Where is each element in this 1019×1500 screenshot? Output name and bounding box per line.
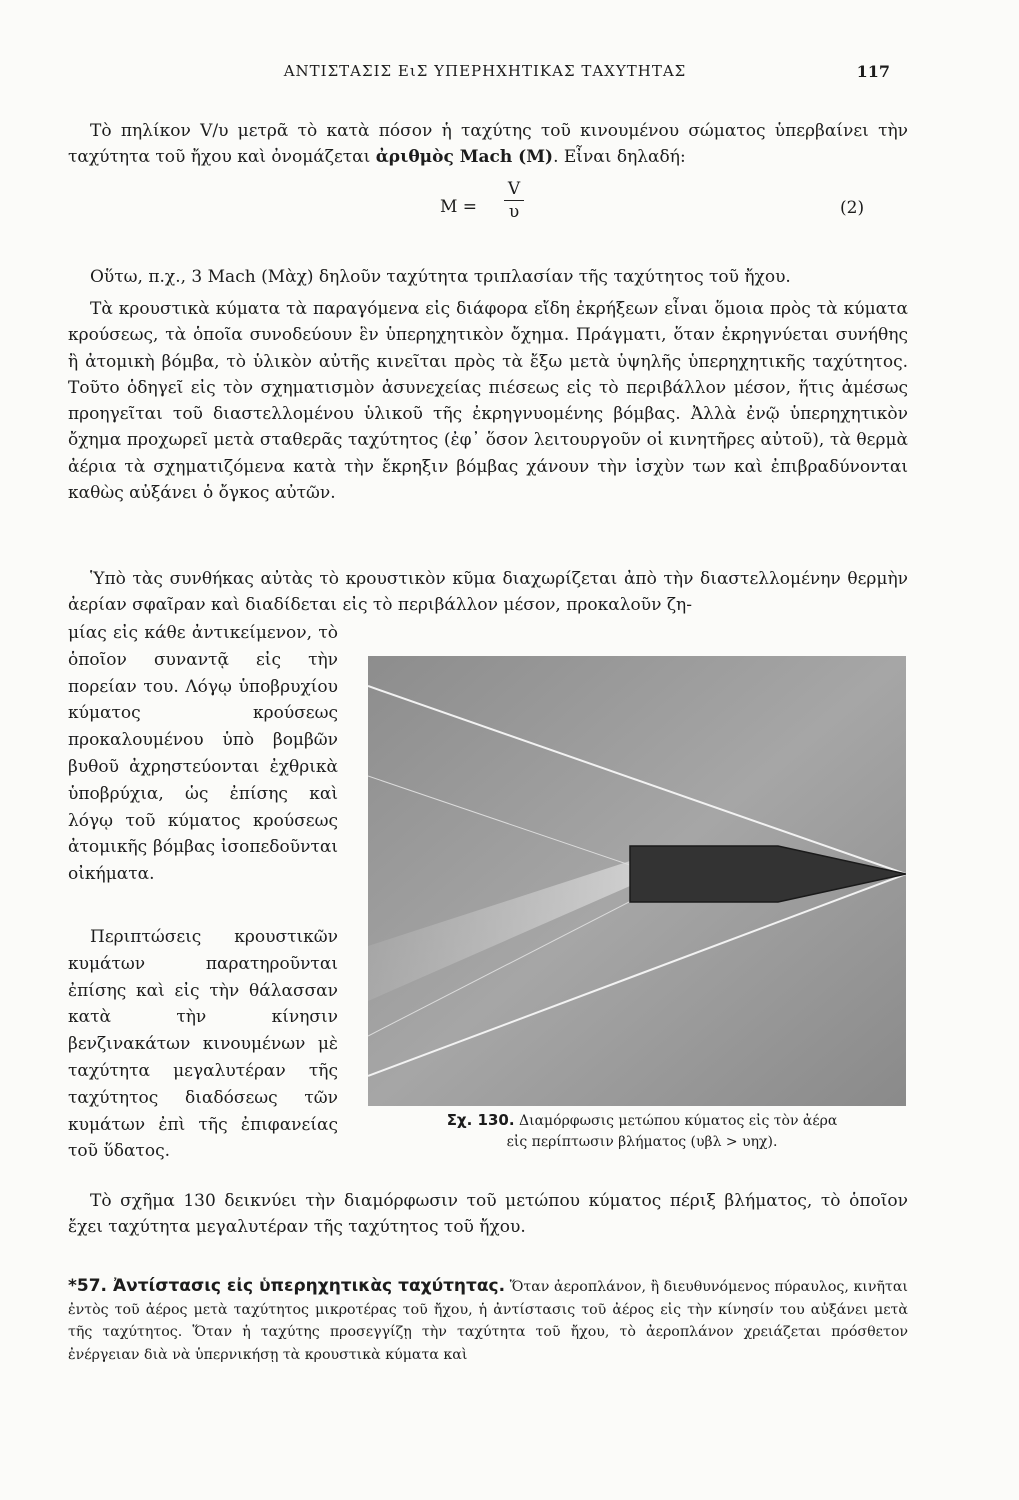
formula-numerator: V <box>507 179 521 199</box>
figure-reference-paragraph: Τὸ σχῆμα 130 δεικνύει τὴν διαμόρφωσιν τοῦ μετώπου κύματος πέριξ βλήματος, τὸ ὁποῖον ἔχει ταχύτητα μεγαλυτέραν τῆς ταχύτητος τοῦ ἤχου. <box>68 1191 908 1238</box>
under-conditions-paragraph: Ὑπὸ τὰς συνθήκας αὐτὰς τὸ κρουστικὸν κῦμα διαχωρίζεται ἀπὸ τὴν διαστελλομένην θερμὴν ἀερίαν σφαῖραν καὶ διαδίδεται εἰς τὸ περιβάλλον μέσον, προκαλοῦν ζη- <box>68 569 908 616</box>
section-text: Ὅταν ἀεροπλάνον, ἢ διευθυνόμενος πύραυλος, κινῆται ἐντὸς τοῦ ἀέρος μετὰ ταχύτητος μικροτέρας τοῦ ἤχου, ἡ ἀντίστασις τοῦ ἀέρος εἰς τὴν κίνησίν του αὐξάνει μετὰ τῆς ταχύτητος. Ὅταν ἡ ταχύτης προσεγγίζῃ τὴν ταχύτητα τοῦ ἤχου, τὸ ἀεροπλάνον χρειάζεται πρόσθετον ἐνέργειαν διὰ νὰ ὑπερνικήσῃ τὰ κρουστικὰ κύματα καὶ <box>68 1279 908 1363</box>
figure-label: Σχ. 130. <box>446 1111 515 1129</box>
example-paragraph: Οὕτω, π.χ., 3 Mach (Μὰχ) δηλοῦν ταχύτητα τριπλασίαν τῆς ταχύτητος τοῦ ἤχου. <box>90 267 791 287</box>
mach-number-term: ἀριθμὸς Mach (M) <box>375 147 554 168</box>
equation-number: (2) <box>840 198 865 218</box>
running-title: ΑΝΤΙΣΤΑΣΙΣ ΕιΣ ΥΠΕΡΗΧΗΤΙΚΑΣ ΤΑΧΥΤΗΤΑΣ <box>283 62 687 80</box>
intro-text-before: Τὸ πηλίκον V/υ μετρᾶ τὸ κατὰ πόσον ἡ ταχύτης τοῦ κινουμένου σώματος ὑπερβαίνει τὴν ταχύτητα τοῦ ἤχου καὶ ὀνομάζεται <box>68 121 908 168</box>
figure-caption <box>382 1110 902 1153</box>
caption-line-1: Διαμόρφωσις μετώπου κύματος εἰς τὸν ἀέρα <box>519 1113 838 1129</box>
intro-text-after: . Εἶναι δηλαδή: <box>553 147 686 168</box>
sea-column-paragraph: Περιπτώσεις κρουστικῶν κυμάτων παρατηροῦνται ἐπίσης καὶ εἰς τὴν θάλασσαν κατὰ τὴν κίνησιν βενζινακάτων κινουμένων μὲ ταχύτητα μεγαλυτέραν τῆς ταχύτητος διαδόσεως τῶν κυμάτων ἐπὶ τῆς ἐπιφανείας τοῦ ὕδατος. <box>68 927 338 1162</box>
running-header <box>80 62 890 86</box>
formula-denominator: υ <box>508 202 520 222</box>
page-number: 117 <box>856 62 890 81</box>
section-heading: *57. Ἀντίστασις εἰς ὑπερηχητικὰς ταχύτητας. <box>68 1276 506 1296</box>
intro-paragraph <box>68 118 908 171</box>
mach-formula <box>440 178 580 242</box>
shock-wave-paragraph: Τὰ κρουστικὰ κύματα τὰ παραγόμενα εἰς διάφορα εἴδη ἐκρήξεων εἶναι ὅμοια πρὸς τὰ κύματα κρούσεως, τὰ ὁποῖα συνοδεύουν ἓν ὑπερηχητικὸν ὄχημα. Πράγματι, ὅταν ἐκρηγνύεται συνήθης ἢ ἀτομικὴ βόμβα, τὸ ὑλικὸν αὐτῆς κινεῖται πρὸς τὰ ἔξω μετὰ ὑψηλῆς ὑπερηχητικῆς ταχύτητος. Τοῦτο ὁδηγεῖ εἰς τὸν σχηματισμὸν ἀσυνεχείας πιέσεως εἰς τὸ περιβάλλον μέσον, ἥτις ἀμέσως προηγεῖται τοῦ διαστελλομένου ὑλικοῦ τῆς ἐκρηγνυομένης βόμβας. Ἀλλὰ ἐνῷ ὑπερηχητικὸν ὄχημα προχωρεῖ μετὰ σταθερᾶς ταχύτητος (ἐφ᾽ ὅσον λειτουργοῦν οἱ κινητῆρες αὐτοῦ), τὰ θερμὰ ἀέρια τὰ σχηματιζόμενα κατὰ τὴν ἔκρηξιν βόμβας χάνουν τὴν ἰσχὺν των καὶ ἐπιβραδύνονται καθὼς αὐξάνει ὁ ὄγκος αὐτῶν. <box>68 299 908 504</box>
damage-column-paragraph: μίας εἰς κάθε ἀντικείμενον, τὸ ὁποῖον συναντᾷ εἰς τὴν πορείαν του. Λόγῳ ὑποβρυχίου κύματος κρούσεως προκαλουμένου ὑπὸ βομβῶν βυθοῦ ἀχρηστεύονται ἐχθρικὰ ὑποβρύχια, ὡς ἐπίσης καὶ λόγῳ τοῦ κύματος κρούσεως ἀτομικῆς βόμβας ἰσοπεδοῦνται οἰκήματα. <box>68 623 338 885</box>
section-57 <box>68 1275 908 1366</box>
formula-lhs: M = <box>440 197 478 217</box>
projectile-illustration <box>368 656 906 1106</box>
caption-line-2: εἰς περίπτωσιν βλήματος (υβλ > υηχ). <box>506 1134 778 1150</box>
formula-fraction <box>502 178 526 223</box>
shock-wave-photo <box>368 656 906 1106</box>
